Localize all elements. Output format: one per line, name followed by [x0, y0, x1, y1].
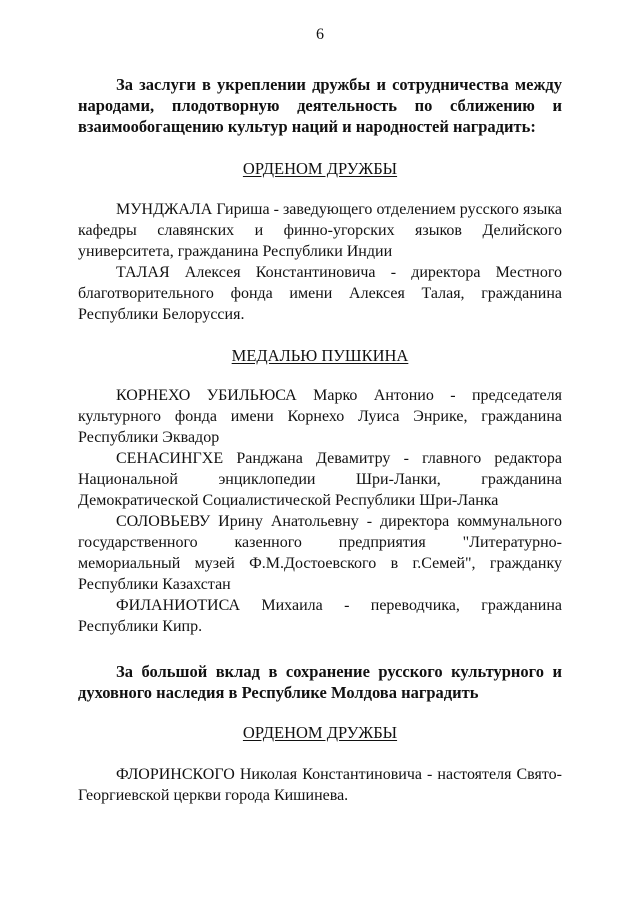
award-title-order-of-friendship: ОРДЕНОМ ДРУЖБЫ [242, 723, 398, 742]
section-1-intro: За заслуги в укреплении дружбы и сотрудничества между народами, плодотворную деятельность по сближению и взаимообогащению культур наций и народностей наградить: [78, 75, 562, 136]
page-number: 6 [316, 26, 324, 43]
recipient-entry: КОРНЕХО УБИЛЬЮСА Марко Антонио - председателя культурного фонда имени Корнехо Луиса Энрике, гражданина Республики Эквадор [78, 387, 562, 446]
recipient-entry: ТАЛАЯ Алексея Константиновича - директора Местного благотворительного фонда имени Алексея Талая, гражданина Республики Белоруссия. [78, 264, 562, 323]
recipient-entry: СОЛОВЬЕВУ Ирину Анатольевну - директора коммунального государственного казенного предприятия "Литературно-мемориальный музей Ф.М.Достоевского в г.Семей", гражданку Республики Казахстан [78, 513, 562, 593]
award-title-pushkin-medal: МЕДАЛЬЮ ПУШКИНА [231, 346, 409, 365]
recipient-entry: МУНДЖАЛА Гириша - заведующего отделением русского языка кафедры славянских и финно-угорских языков Делийского университета, гражданина Республики Индии [78, 201, 562, 260]
award-title-order-of-friendship: ОРДЕНОМ ДРУЖБЫ [242, 159, 398, 178]
recipient-entry: СЕНАСИНГХЕ Ранджана Девамитру - главного редактора Национальной энциклопедии Шри-Ланки, гражданина Демократической Социалистической Республики Шри-Ланка [78, 450, 562, 509]
section-2-intro: За большой вклад в сохранение русского культурного и духовного наследия в Республике Молдова наградить [78, 662, 562, 702]
recipient-entry: ФИЛАНИОТИСА Михаила - переводчика, гражданина Республики Кипр. [78, 597, 562, 635]
recipient-entry: ФЛОРИНСКОГО Николая Константиновича - настоятеля Свято-Георгиевской церкви города Кишинева. [78, 766, 562, 804]
